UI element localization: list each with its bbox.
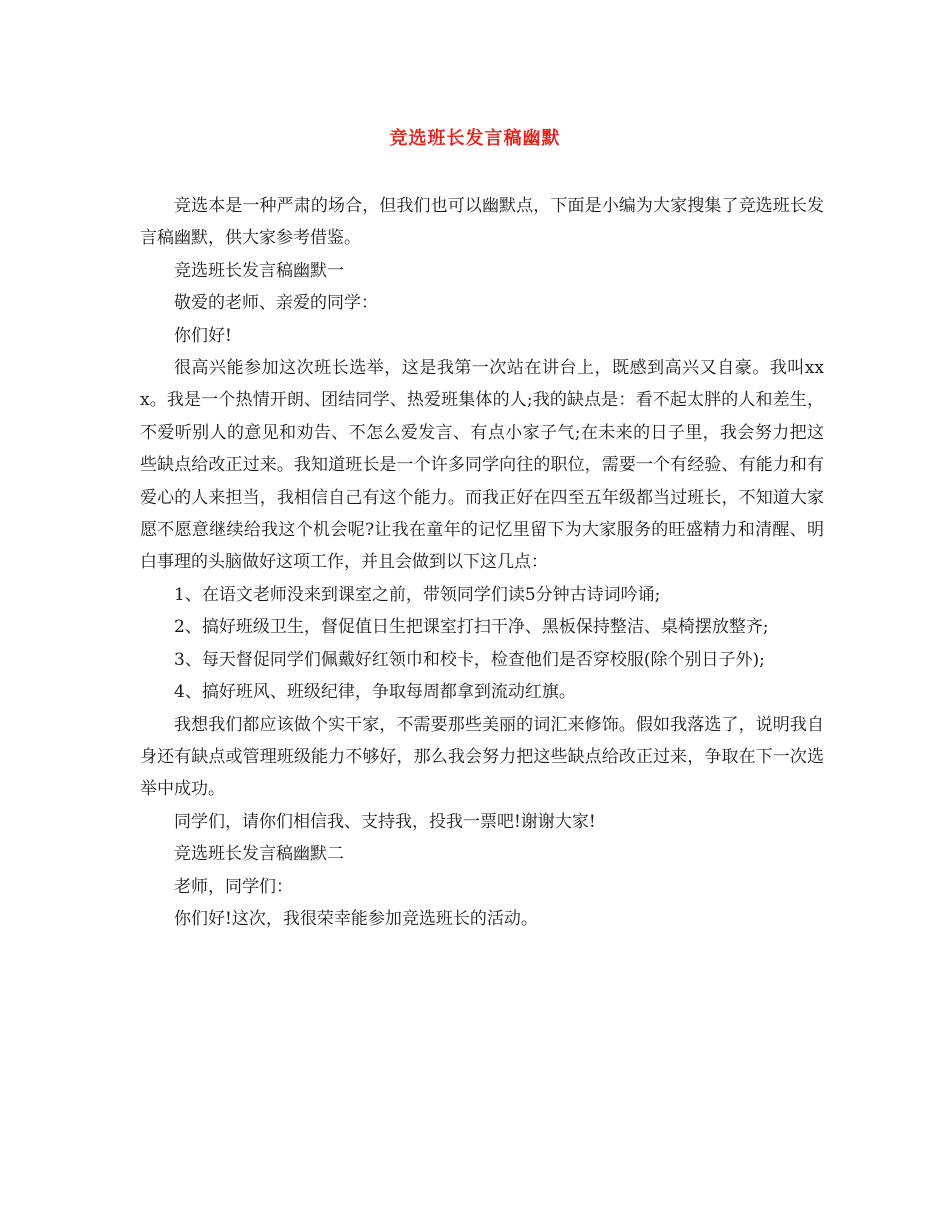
section-heading-two: 竞选班长发言稿幽默二 [174,844,344,865]
salutation: 敬爱的老师、亲爱的同学： [174,293,378,314]
document-body [140,190,824,935]
intro-paragraph: 竞选本是一种严肃的场合，但我们也可以幽默点，下面是小编为大家搜集了竞选班长发言稿幽默，供大家参考借鉴。 [140,196,824,249]
speech-paragraph: 很高兴能参加这次班长选举，这是我第一次站在讲台上，既感到高兴又自豪。我叫xxx。我是一个热情开朗、团结同学、热爱班集体的人;我的缺点是：看不起太胖的人和差生，不爱听别人的意见和劝告、不怎么爱发言、有点小家子气;在未来的日子里，我会努力把这些缺点给改正过来。我知道班长是一个许多同学向往的职位，需要一个有经验、有能力和有爱心的人来担当，我相信自己有这个能力。而我正好在四至五年级都当过班长，不知道大家愿不愿意继续给我这个机会呢?让我在童年的记忆里留下为大家服务的旺盛精力和清醒、明白事理的头脑做好这项工作，并且会做到以下这几点： [140,358,824,573]
list-item: 4、搞好班风、班级纪律，争取每周都拿到流动红旗。 [174,682,576,703]
list-item: 3、每天督促同学们佩戴好红领巾和校卡，检查他们是否穿校服(除个别日子外); [174,649,765,670]
document-title: 竞选班长发言稿幽默 [389,128,561,149]
speech-paragraph: 我想我们都应该做个实干家，不需要那些美丽的词汇来修饰。假如我落选了，说明我自身还有缺点或管理班级能力不够好，那么我会努力把这些缺点给改正过来，争取在下一次选举中成功。 [140,714,824,800]
section-heading-one: 竞选班长发言稿幽默一 [174,260,344,281]
list-item: 1、在语文老师没来到课室之前，带领同学们读5分钟古诗词吟诵; [174,584,661,605]
closing-paragraph: 同学们，请你们相信我、支持我，投我一票吧!谢谢大家! [174,811,596,832]
greeting: 你们好!这次，我很荣幸能参加竞选班长的活动。 [174,908,538,929]
greeting: 你们好! [174,325,232,346]
salutation: 老师，同学们： [174,876,293,897]
list-item: 2、搞好班级卫生，督促值日生把课室打扫干净、黑板保持整洁、桌椅摆放整齐; [174,617,769,638]
